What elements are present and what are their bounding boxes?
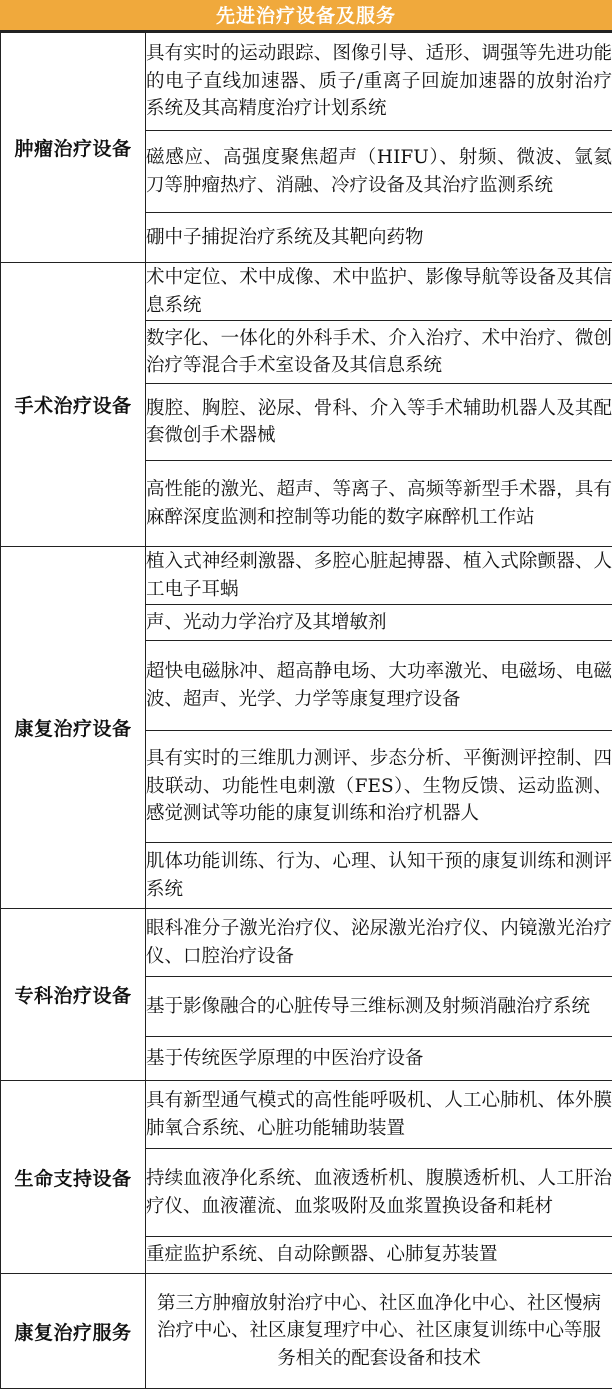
category-cell-specialty: 专科治疗设备 bbox=[1, 909, 146, 1081]
category-cell-tumor: 肿瘤治疗设备 bbox=[1, 33, 146, 263]
equipment-table bbox=[0, 32, 612, 1389]
table-row bbox=[1, 547, 612, 605]
item-cell: 具有实时的三维肌力测评、步态分析、平衡测评控制、四肢联动、功能性电刺激（FES）、生物反馈、运动监测、感觉测试等功能的康复训练和治疗机器人 bbox=[146, 731, 612, 843]
item-cell: 肌体功能训练、行为、心理、认知干预的康复训练和测评系统 bbox=[146, 843, 612, 909]
table-row bbox=[1, 1274, 612, 1389]
category-cell-rehab: 康复治疗设备 bbox=[1, 547, 146, 909]
item-cell: 声、光动力学治疗及其增敏剂 bbox=[146, 605, 612, 641]
item-cell: 具有实时的运动跟踪、图像引导、适形、调强等先进功能的电子直线加速器、质子/重离子回旋加速器的放射治疗系统及其高精度治疗计划系统 bbox=[146, 33, 612, 131]
item-cell: 高性能的激光、超声、等离子、高频等新型手术器，具有麻醉深度监测和控制等功能的数字麻醉机工作站 bbox=[146, 461, 612, 547]
item-cell: 第三方肿瘤放射治疗中心、社区血净化中心、社区慢病治疗中心、社区康复理疗中心、社区康复训练中心等服务相关的配套设备和技术 bbox=[146, 1274, 612, 1389]
table-row bbox=[1, 909, 612, 977]
item-cell: 眼科准分子激光治疗仪、泌尿激光治疗仪、内镜激光治疗仪、口腔治疗设备 bbox=[146, 909, 612, 977]
table-row bbox=[1, 263, 612, 321]
item-cell: 术中定位、术中成像、术中监护、影像导航等设备及其信息系统 bbox=[146, 263, 612, 321]
item-cell: 基于影像融合的心脏传导三维标测及射频消融治疗系统 bbox=[146, 977, 612, 1037]
item-cell: 持续血液净化系统、血液透析机、腹膜透析机、人工肝治疗仪、血液灌流、血浆吸附及血浆置换设备和耗材 bbox=[146, 1149, 612, 1237]
table-title: 先进治疗设备及服务 bbox=[0, 0, 612, 32]
item-cell: 腹腔、胸腔、泌尿、骨科、介入等手术辅助机器人及其配套微创手术器械 bbox=[146, 384, 612, 461]
item-cell: 具有新型通气模式的高性能呼吸机、人工心肺机、体外膜肺氧合系统、心脏功能辅助装置 bbox=[146, 1081, 612, 1149]
item-cell: 硼中子捕捉治疗系统及其靶向药物 bbox=[146, 213, 612, 263]
category-cell-surgery: 手术治疗设备 bbox=[1, 263, 146, 547]
category-cell-rehab-service: 康复治疗服务 bbox=[1, 1274, 146, 1389]
item-cell: 植入式神经刺激器、多腔心脏起搏器、植入式除颤器、人工电子耳蜗 bbox=[146, 547, 612, 605]
item-cell: 磁感应、高强度聚焦超声（HIFU）、射频、微波、氩氦刀等肿瘤热疗、消融、冷疗设备及其治疗监测系统 bbox=[146, 131, 612, 213]
table-row bbox=[1, 1081, 612, 1149]
item-cell: 超快电磁脉冲、超高静电场、大功率激光、电磁场、电磁波、超声、光学、力学等康复理疗设备 bbox=[146, 641, 612, 731]
item-cell: 数字化、一体化的外科手术、介入治疗、术中治疗、微创治疗等混合手术室设备及其信息系统 bbox=[146, 321, 612, 384]
table-row bbox=[1, 33, 612, 131]
item-cell: 重症监护系统、自动除颤器、心肺复苏装置 bbox=[146, 1237, 612, 1274]
category-cell-life-support: 生命支持设备 bbox=[1, 1081, 146, 1274]
item-cell: 基于传统医学原理的中医治疗设备 bbox=[146, 1037, 612, 1081]
